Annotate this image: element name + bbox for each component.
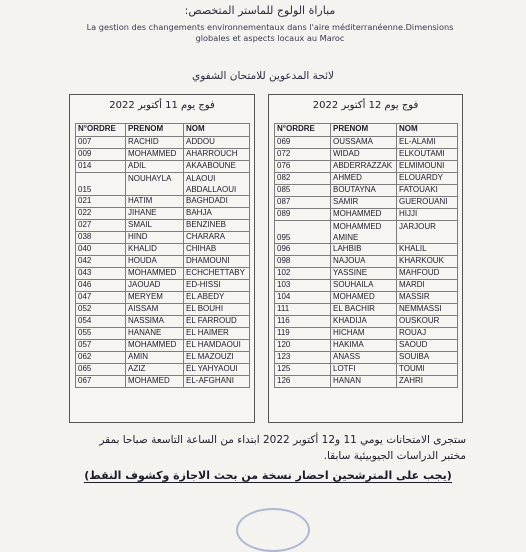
candidates-table	[75, 123, 250, 388]
required-documents-warning	[70, 469, 466, 482]
cell-nom: JARJOUR	[397, 221, 458, 244]
cell-ordre: 126	[275, 376, 331, 388]
cell-prenom: MOHAMED	[331, 292, 397, 304]
cell-ordre: 027	[76, 220, 126, 232]
cell-nom: BAGHDADI	[184, 196, 250, 208]
cell-nom: EL MAZOUZI	[184, 352, 250, 364]
table-row	[76, 256, 250, 268]
cell-ordre: 038	[76, 232, 126, 244]
cell-nom: ROUAJ	[397, 328, 458, 340]
cell-nom: ECHCHETTABY	[184, 268, 250, 280]
cell-prenom: HANANE	[126, 328, 184, 340]
cell-ordre: 021	[76, 196, 126, 208]
cell-prenom: AZIZ	[126, 364, 184, 376]
cell-prenom: NOUHAYLA	[126, 173, 184, 196]
cell-prenom: HANAN	[331, 376, 397, 388]
col-nom-header: NOM	[397, 124, 458, 137]
col-prenom-header: PRENOM	[126, 124, 184, 137]
table-row	[76, 340, 250, 352]
table-row	[275, 244, 458, 256]
cell-nom: EL-ALAMI	[397, 137, 458, 149]
cell-nom: AKAABOUNE	[184, 161, 250, 173]
cell-prenom: KHALID	[126, 244, 184, 256]
cell-nom: EL FARROUD	[184, 316, 250, 328]
cell-nom: KHALIL	[397, 244, 458, 256]
warning-text: (يجب على المترشحين احضار نسخة من بحث الاجازة وكشوف النقط)	[84, 469, 452, 482]
cell-ordre: 120	[275, 340, 331, 352]
cell-ordre: 123	[275, 352, 331, 364]
cell-prenom: ABDERRAZZAK	[331, 161, 397, 173]
program-subtitle-fr	[70, 22, 470, 44]
official-stamp	[236, 508, 310, 552]
cell-nom: SAOUD	[397, 340, 458, 352]
exam-note	[60, 432, 466, 464]
table-row	[275, 173, 458, 185]
cell-prenom: HIND	[126, 232, 184, 244]
cell-ordre: 072	[275, 149, 331, 161]
cell-prenom: MOHAMMED	[126, 268, 184, 280]
table-row	[76, 304, 250, 316]
cell-ordre: 085	[275, 185, 331, 197]
cell-prenom: MOHAMMED AMINE	[331, 221, 397, 244]
cell-ordre: 069	[275, 137, 331, 149]
cell-nom: CHARARA	[184, 232, 250, 244]
cell-ordre: 057	[76, 340, 126, 352]
group-oct-12	[268, 94, 463, 423]
cell-nom: BAHJA	[184, 208, 250, 220]
cell-nom: EL HAIMER	[184, 328, 250, 340]
cell-ordre: 054	[76, 316, 126, 328]
cell-ordre: 111	[275, 304, 331, 316]
cell-nom: ELOUARDY	[397, 173, 458, 185]
list-title-ar: لائحة المدعوين للامتحان الشفوي	[191, 70, 335, 82]
cell-ordre: 015	[76, 173, 126, 196]
cell-nom: DHAMOUNI	[184, 256, 250, 268]
cell-prenom: NAJOUA	[331, 256, 397, 268]
cell-ordre: 089	[275, 209, 331, 221]
cell-nom: MAHFOUD	[397, 268, 458, 280]
cell-nom: FATOUAKI	[397, 185, 458, 197]
cell-ordre: 103	[275, 280, 331, 292]
candidates-table	[274, 123, 458, 388]
cell-ordre: 047	[76, 292, 126, 304]
cell-prenom: EL BACHIR	[331, 304, 397, 316]
table-header-row	[76, 124, 250, 137]
table-row	[275, 256, 458, 268]
table-row	[76, 376, 250, 388]
cell-prenom: SMAIL	[126, 220, 184, 232]
cell-nom: NEMMASSI	[397, 304, 458, 316]
cell-nom: ADDOU	[184, 137, 250, 149]
cell-prenom: MERYEM	[126, 292, 184, 304]
table-row	[76, 173, 250, 196]
cell-ordre: 040	[76, 244, 126, 256]
table-row	[275, 197, 458, 209]
table-row	[275, 376, 458, 388]
cell-ordre: 055	[76, 328, 126, 340]
cell-ordre: 043	[76, 268, 126, 280]
col-nom-header: NOM	[184, 124, 250, 137]
table-row	[275, 328, 458, 340]
cell-ordre: 098	[275, 256, 331, 268]
cell-prenom: BOUTAYNA	[331, 185, 397, 197]
cell-nom: ZAHRI	[397, 376, 458, 388]
group-title: فوج يوم 11 أكتوبر 2022	[109, 100, 215, 111]
table-row	[275, 185, 458, 197]
cell-prenom: RACHID	[126, 137, 184, 149]
table-row	[275, 209, 458, 221]
cell-ordre: 067	[76, 376, 126, 388]
table-row	[76, 280, 250, 292]
cell-prenom: OUSSAMA	[331, 137, 397, 149]
cell-prenom: HOUDA	[126, 256, 184, 268]
table-row	[275, 292, 458, 304]
table-row	[76, 316, 250, 328]
col-ordre-header: N°ORDRE	[275, 124, 331, 137]
exam-note-line-1: ستجرى الامتحانات يومي 11 و12 أكتوبر 2022 ابتداء من الساعة التاسعة صباحا بمقر	[99, 434, 466, 446]
cell-prenom: MOHAMMED	[126, 340, 184, 352]
cell-prenom: MOHAMMED	[331, 209, 397, 221]
cell-ordre: 116	[275, 316, 331, 328]
cell-prenom: NASSIMA	[126, 316, 184, 328]
cell-nom: TOUMI	[397, 364, 458, 376]
program-title-ar: مباراة الولوج للماستر المتخصص:	[184, 4, 336, 17]
cell-prenom: HICHAM	[331, 328, 397, 340]
cell-prenom: HAKIMA	[331, 340, 397, 352]
cell-nom: OUSKOUR	[397, 316, 458, 328]
table-body	[76, 137, 250, 388]
cell-prenom: KHADIJA	[331, 316, 397, 328]
table-body	[275, 137, 458, 388]
table-row	[275, 364, 458, 376]
cell-ordre: 096	[275, 244, 331, 256]
cell-prenom: ADIL	[126, 161, 184, 173]
cell-nom: EL ABEDY	[184, 292, 250, 304]
cell-prenom: ANASS	[331, 352, 397, 364]
program-subtitle-line-2: globales et aspects locaux au Maroc	[195, 33, 345, 43]
cell-nom: AHARROUCH	[184, 149, 250, 161]
exam-note-line-2: مختبر الدراسات الجيوبيئية سابقا.	[323, 450, 466, 462]
table-row	[76, 352, 250, 364]
table-row	[76, 196, 250, 208]
table-row	[76, 161, 250, 173]
table-row	[76, 232, 250, 244]
cell-nom: ELKOUTAMI	[397, 149, 458, 161]
cell-prenom: WIDAD	[331, 149, 397, 161]
cell-nom: MARDI	[397, 280, 458, 292]
table-row	[76, 137, 250, 149]
group-title: فوج يوم 12 أكتوبر 2022	[312, 100, 419, 111]
cell-prenom: JAOUAD	[126, 280, 184, 292]
cell-ordre: 062	[76, 352, 126, 364]
cell-prenom: SOUHAILA	[331, 280, 397, 292]
program-subtitle-line-1: La gestion des changements environnementaux dans l'aire méditerranéenne.Dimensions	[86, 22, 454, 32]
cell-prenom: YASSINE	[331, 268, 397, 280]
cell-nom: HIJJI	[397, 209, 458, 221]
table-row	[275, 221, 458, 244]
table-row	[76, 364, 250, 376]
table-row	[275, 280, 458, 292]
cell-ordre: 076	[275, 161, 331, 173]
table-row	[76, 244, 250, 256]
cell-ordre: 007	[76, 137, 126, 149]
cell-prenom: AMIN	[126, 352, 184, 364]
table-row	[275, 340, 458, 352]
cell-prenom: AISSAM	[126, 304, 184, 316]
cell-prenom: LAHBIB	[331, 244, 397, 256]
cell-nom: ALAOUI ABDALLAOUI	[184, 173, 250, 196]
table-row	[275, 316, 458, 328]
table-row	[76, 208, 250, 220]
cell-prenom: JIHANE	[126, 208, 184, 220]
table-row	[76, 292, 250, 304]
table-row	[275, 304, 458, 316]
cell-ordre: 052	[76, 304, 126, 316]
table-row	[275, 161, 458, 173]
cell-ordre: 042	[76, 256, 126, 268]
cell-nom: EL YAHYAOUI	[184, 364, 250, 376]
cell-ordre: 102	[275, 268, 331, 280]
table-row	[76, 268, 250, 280]
cell-prenom: MOHAMMED	[126, 149, 184, 161]
cell-prenom: HATIM	[126, 196, 184, 208]
cell-prenom: SAMIR	[331, 197, 397, 209]
cell-nom: SOUIBA	[397, 352, 458, 364]
cell-nom: CHIHAB	[184, 244, 250, 256]
cell-prenom: MOHAMED	[126, 376, 184, 388]
table-header-row	[275, 124, 458, 137]
cell-ordre: 046	[76, 280, 126, 292]
col-ordre-header: N°ORDRE	[76, 124, 126, 137]
group-oct-11	[69, 94, 255, 423]
cell-prenom: AHMED	[331, 173, 397, 185]
cell-nom: EL-AFGHANI	[184, 376, 250, 388]
table-row	[275, 137, 458, 149]
cell-ordre: 095	[275, 221, 331, 244]
cell-ordre: 104	[275, 292, 331, 304]
cell-ordre: 119	[275, 328, 331, 340]
cell-ordre: 087	[275, 197, 331, 209]
cell-ordre: 022	[76, 208, 126, 220]
cell-nom: BENZINEB	[184, 220, 250, 232]
cell-nom: KHARKOUK	[397, 256, 458, 268]
cell-prenom: LOTFI	[331, 364, 397, 376]
table-row	[76, 220, 250, 232]
table-row	[275, 352, 458, 364]
cell-nom: GUEROUANI	[397, 197, 458, 209]
table-row	[275, 268, 458, 280]
col-prenom-header: PRENOM	[331, 124, 397, 137]
cell-ordre: 009	[76, 149, 126, 161]
cell-nom: ED-HISSI	[184, 280, 250, 292]
table-row	[275, 149, 458, 161]
cell-ordre: 082	[275, 173, 331, 185]
cell-ordre: 065	[76, 364, 126, 376]
cell-ordre: 125	[275, 364, 331, 376]
cell-ordre: 014	[76, 161, 126, 173]
cell-nom: MASSIR	[397, 292, 458, 304]
table-row	[76, 328, 250, 340]
table-row	[76, 149, 250, 161]
cell-nom: EL BOUHI	[184, 304, 250, 316]
cell-nom: ELMIMOUNI	[397, 161, 458, 173]
cell-nom: EL HAMDAOUI	[184, 340, 250, 352]
